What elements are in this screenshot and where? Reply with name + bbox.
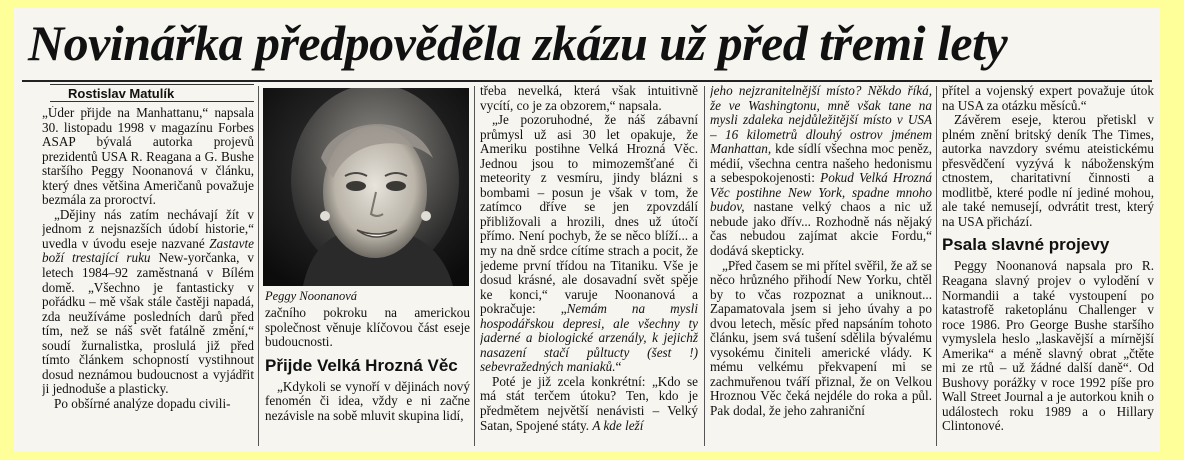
column-rule (258, 86, 259, 446)
portrait-image (263, 88, 469, 286)
column-rule (474, 86, 475, 446)
paragraph (480, 113, 698, 375)
paragraph: Po obšírné analýze dopadu civili- (54, 395, 231, 411)
italic-quote: A kde leží (592, 417, 644, 433)
article-column-4 (710, 84, 932, 452)
paragraph: začního pokroku na americkou společnost věnuje klíčovou část eseje budoucnosti. (265, 306, 470, 350)
text-run: „Je pozoruhodné, že náš zábavní průmysl už asi 30 let opakuje, že Ameriku postihne Velká Hrozná Věc. Jednou jsou to mimozemšťané či meteority z vesmíru, jindy blázni s bombami – posun je však v tom, že zatímco dříve se jen zpovzdálí přibližovali a hrozili, dnes už útočí přímo. Není pochyb, že se něco blíží... a my na dně srdce cítíme strach a pocit, že jedeme první třídou na Titaniku. Vše je dosud krásné, ale dosavadní svět spěje ke konci,“ varuje Noonanová a pokračuje: „ (480, 112, 698, 317)
italic-quote: Nemám na mysli hospodářskou depresi, ale všechny ty jaderné a biologické arzenály, k jejichž nasazení stačí půltucty (šest !) sebevražedných maniaků. (480, 301, 698, 375)
headline: Novinářka předpověděla zkázu už před třemi lety (28, 15, 1008, 71)
paragraph: Závěrem eseje, kterou přetiskl v plném znění britský deník The Times, autorka navzdory svému ateistickému přesvědčení vyzývá k náboženským ctnostem, charitativní činnosti a modlitbě, které podle ní jediné mohou, ale také nemusejí, odvrátit trest, který na USA přichází. (942, 112, 1154, 229)
text-run: Poté je již zcela konkrétní: „Kdo se má stát terčem útoku? Ten, kdo je předmětem největší nenávisti – Velký Satan, Spojené státy. (480, 373, 698, 433)
photo-caption: Peggy Noonanová (265, 289, 357, 303)
paragraph: přítel a vojenský expert považuje útok na USA za otázku měsíců.“ (942, 84, 1154, 113)
portrait-photo (263, 88, 469, 286)
text-run: kde sídlí všechna moc peněz, médií, všechna centra našeho hedonismu a sebespokojenosti: (710, 141, 932, 186)
subheading: Přijde Velká Hrozná Věc (265, 355, 458, 375)
paragraph: třeba nevelká, která však intuitivně vycítí, co je za obzorem,“ napsala. (480, 84, 698, 113)
paragraph: „Před časem se mi přítel svěřil, že až se něco hrůzného přihodí New Yorku, chtěl by to včas rozpoznat a uniknout... Zapamatovala jsem si jeho úvahy a po dvou letech, měsíc před napsáním tohoto článku, jsem svá tušení sdělila bývalému vysokému činiteli americké vlády. K mému velkému překvapení mi se zachmuřenou tváří přiznal, že on Velkou Hroznou Věc čeká nejdéle do roka a půl. Pak dodal, že jeho zahraniční (710, 257, 932, 419)
essay-title: Zastavte boží trestající ruku (42, 235, 254, 266)
article-column-1 (42, 106, 254, 450)
text-run: „Dějiny nás zatím nechávají žít v jednom z nejsnazších údobí historie,“ uvedla v úvodu eseje nazvané (42, 206, 254, 251)
italic-quote: Pokud Velká Hrozná Věc postihne New York, spadne mnoho budov, (710, 170, 932, 215)
text-run: New-yorčanka, v letech 1984–92 zaměstnaná v Bílém domě. „Všechno je fantasticky v pořádku – mě však stále častěji napadá, zda neužíváme posledních darů před tím, než se náš svět fatálně změní,“ soudí žurnalistka, proslulá již před tímto článkem schopností vystihnout dosud neznámou budoucnost a vyjádřit ji jednoduše a plasticky. (42, 250, 254, 397)
article-column-5 (942, 84, 1154, 452)
paragraph: „Úder přijde na Manhattanu,“ napsala 30. listopadu 1998 v magazínu Forbes ASAP bývalá autorka projevů prezidentů USA R. Reagana a G. Bushe staršího Peggy Noonanová v článku, který dnes většina Američanů považuje bezmála za proroctví. (42, 106, 254, 208)
column-rule (704, 86, 705, 446)
article-column-3 (480, 84, 698, 452)
text-run: “ (615, 359, 622, 375)
subheading: Psala slavné projevy (942, 235, 1110, 255)
paragraph (42, 208, 254, 397)
paragraph: Peggy Noonanová napsala pro R. Reagana slavný projev o vylodění v Normandii a také vystoupení po katastrofě raketoplánu Challenger v roce 1986. Pro George Bushe staršího vymyslela heslo „laskavější a mírnější Amerika“ a méně slavný obrat „čtěte mi ze rtů – už žádné další daně“. Od Bushovy porážky v roce 1992 píše pro Wall Street Journal a je autorkou knih o událostech roku 1989 a o Hillary Clintonové. (942, 258, 1154, 434)
newspaper-clipping (14, 8, 1160, 452)
author-byline: Rostislav Matulík (50, 84, 254, 102)
column-rule (936, 86, 937, 446)
headline-rule (22, 80, 1152, 82)
paragraph (480, 375, 698, 433)
paragraph (710, 84, 932, 259)
text-run: nastane velký chaos a nic už nebude jako dřív... Rozhodně nás nějaký čas nebudou zajímat akcie Fordu,“ dodává skepticky. (710, 199, 932, 259)
italic-quote: jeho nejzranitelnější místo? Někdo říká, že ve Washingtonu, mně však tane na mysli zdaleka nejdůležitější místo v USA – 16 kilometrů dlouhý ostrov jménem Manhattan, (710, 84, 932, 157)
article-column-2 (265, 306, 470, 452)
paragraph: „Kdykoli se vynoří v dějinách nový fenomén či idea, vždy e ni začne nezávisle na sobě mluvit skupina lidí, (265, 378, 470, 423)
